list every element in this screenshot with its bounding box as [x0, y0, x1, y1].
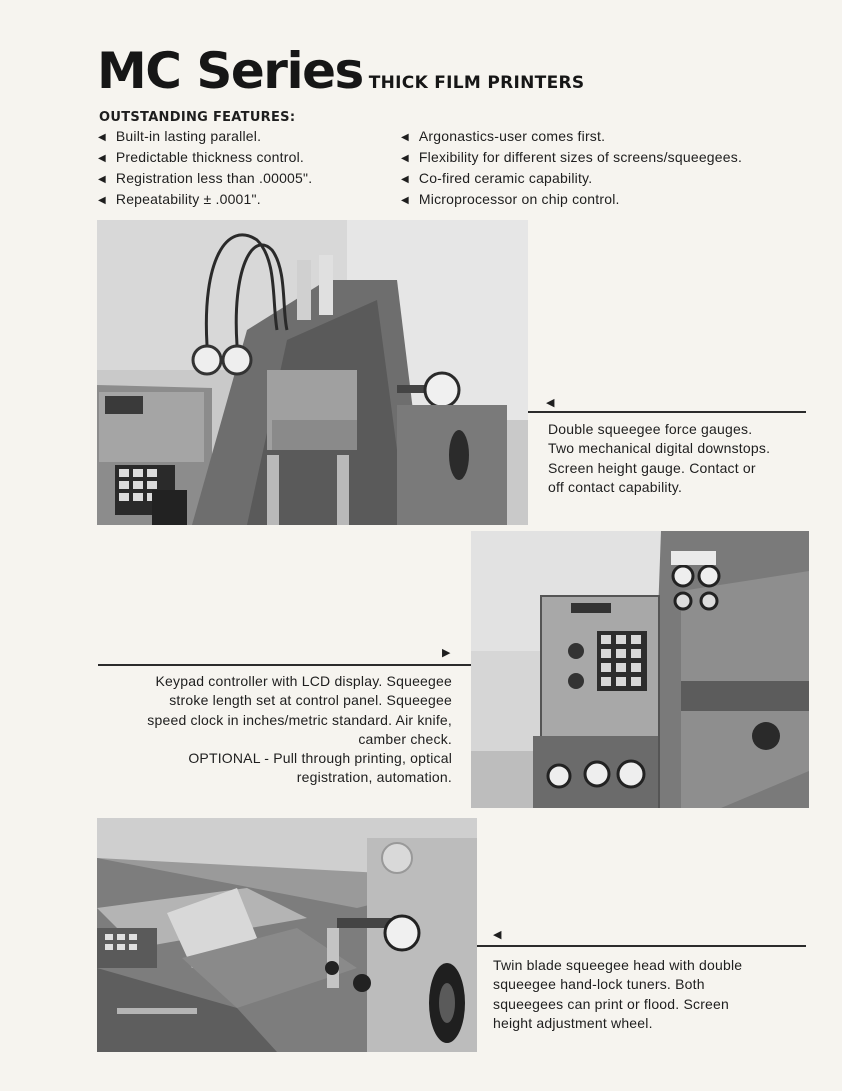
bullet-arrow-icon: ◀: [401, 174, 409, 185]
section-marker-right-icon: ▶: [442, 647, 451, 659]
bullet-arrow-icon: ◀: [98, 174, 106, 185]
printer-photo-squeegee-head: [97, 818, 477, 1052]
features-list-right: [401, 126, 742, 210]
section-marker-left-icon: ◀: [546, 397, 555, 409]
caption-force-gauges: Double squeegee force gauges. Two mechanical digital downstops. Screen height gauge. Contact or off contact capability.: [548, 421, 771, 495]
divider-rule: [528, 411, 806, 413]
feature-item: ◀ Repeatability ± .0001".: [98, 191, 261, 207]
divider-rule: [98, 664, 471, 666]
bullet-arrow-icon: ◀: [98, 132, 106, 143]
printer-photo-gauges: [97, 220, 528, 525]
series-title: MC Series: [97, 42, 363, 100]
caption-squeegee-head: Twin blade squeegee head with double squeegee hand-lock tuners. Both squeegees can print or flood. Screen height adjustment wheel.: [493, 957, 743, 1031]
feature-item: ◀ Microprocessor on chip control.: [401, 191, 620, 207]
feature-item: ◀ Registration less than .00005".: [98, 170, 313, 186]
caption-keypad-controller: Keypad controller with LCD display. Squeegee stroke length set at control panel. Squeegee speed clock in inches/metric standard. Air knife, camber check. OPTIONAL - Pull through printing, optical registration, automation.: [147, 673, 452, 786]
features-list-left: [98, 126, 312, 210]
bullet-arrow-icon: ◀: [98, 153, 106, 164]
series-subtitle: THICK FILM PRINTERS: [368, 73, 585, 93]
bullet-arrow-icon: ◀: [401, 132, 409, 143]
feature-item: ◀ Built-in lasting parallel.: [98, 128, 262, 144]
feature-item: ◀ Flexibility for different sizes of screens/squeegees.: [401, 149, 743, 165]
bullet-arrow-icon: ◀: [98, 195, 106, 206]
feature-item: ◀ Co-fired ceramic capability.: [401, 170, 593, 186]
section-marker-left-icon: ◀: [493, 929, 502, 941]
page-title: [97, 42, 584, 100]
bullet-arrow-icon: ◀: [401, 153, 409, 164]
feature-item: ◀ Argonastics-user comes first.: [401, 128, 606, 144]
features-heading: OUTSTANDING FEATURES:: [99, 110, 296, 125]
feature-item: ◀ Predictable thickness control.: [98, 149, 304, 165]
divider-rule: [477, 945, 806, 947]
bullet-arrow-icon: ◀: [401, 195, 409, 206]
printer-photo-controller: [471, 531, 809, 808]
